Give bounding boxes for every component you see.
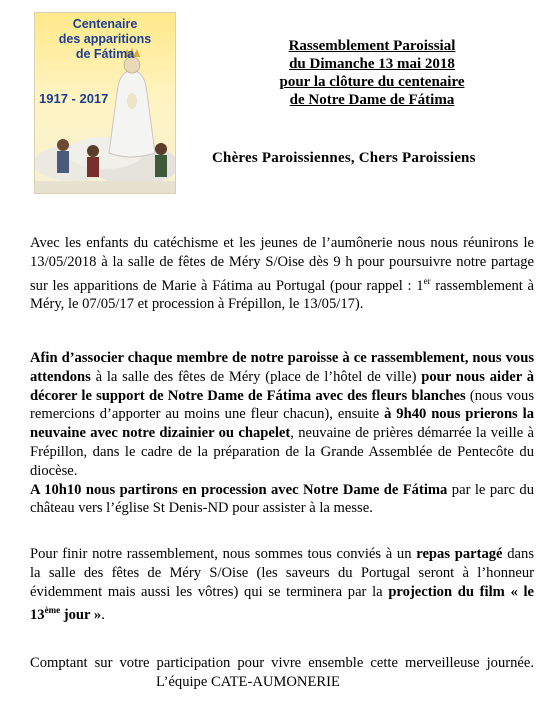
greeting: Chères Paroissiennes, Chers Paroissiens [212, 150, 476, 166]
meal-bold-3: jour » [60, 607, 102, 624]
program-bold-4: A 10h10 nous partirons en procession avec Notre Dame de Fátima [30, 481, 448, 498]
program-text-1: à la salle des fêtes de Méry (place de l’hôtel de ville) [90, 368, 422, 385]
meal-text-1: Pour finir notre rassemblement, nous sommes tous conviés à un [30, 546, 417, 562]
centenary-poster-image [34, 12, 176, 194]
poster-title-line-1: Centenaire [72, 17, 138, 31]
meal-text-2: dans la salle des fêtes de Méry S/Oise (les saveurs du Portugal seront à l’honneur évidemment mais aussi les vôtres) qui se terminera par la [30, 546, 534, 600]
meal-text-3: . [101, 607, 105, 624]
program-text-4: par le parc du château vers l’église St Denis-ND pour assister à la messe. [30, 481, 534, 517]
intro-text-a: Avec les enfants du catéchisme et les jeunes de l’aumônerie nous nous réunirons le 13/05/2018 à la salle de fêtes de Méry S/Oise dès 9 h pour poursuivre notre partage sur les apparitions de Marie à Fátima au Portugal (pour rappel : 1 [30, 235, 534, 294]
heading-line-3: pour la clôture du centenaire [279, 74, 465, 90]
meal-bold-1: repas partagé [416, 546, 503, 562]
poster-years: 1917 - 2017 [39, 91, 109, 106]
program-text-2: (nous vous remercions d’apporter au moins une fleur chacun), ensuite [30, 387, 535, 423]
poster-title-line-3: de Fátima [75, 47, 135, 61]
paragraph-sign-off [30, 654, 534, 692]
signature: L’équipe CATE-AUMONERIE [156, 673, 340, 690]
program-bold-2: pour nous aider à décorer le support de Notre Dame de Fátima avec des fleurs blanches [30, 368, 534, 404]
sign-off-text: Comptant sur votre participation pour vivre ensemble cette merveilleuse journée. [30, 655, 534, 671]
intro-text-b: rassemblement à Méry, le 07/05/17 et procession à Frépillon, le 13/05/17). [30, 277, 534, 313]
paragraph-intro [30, 234, 534, 314]
paragraph-program [30, 349, 534, 518]
program-bold-3: à 9h40 nous prierons la neuvaine avec notre dizainier ou chapelet [30, 406, 534, 442]
heading-line-1: Rassemblement Paroissial [288, 38, 456, 54]
program-bold-1: Afin d’associer chaque membre de notre paroisse à ce rassemblement, nous vous attendons [30, 350, 534, 385]
program-text-3: , neuvaine de prières démarrée la veille à Frépillon, dans le cadre de la préparation de la Grande Assemblée de Pentecôte du diocèse. [30, 425, 534, 479]
heading-line-4: de Notre Dame de Fátima [289, 92, 455, 108]
heading-line-2: du Dimanche 13 mai 2018 [289, 56, 455, 72]
meal-superscript: ème [44, 605, 61, 616]
document-heading [250, 37, 494, 109]
paragraph-closing-meal [30, 545, 534, 625]
poster-title [35, 17, 175, 62]
meal-bold-2: projection du film « le 13 [30, 583, 534, 624]
poster-title-line-2: des apparitions [58, 32, 152, 46]
intro-superscript: er [423, 275, 431, 286]
